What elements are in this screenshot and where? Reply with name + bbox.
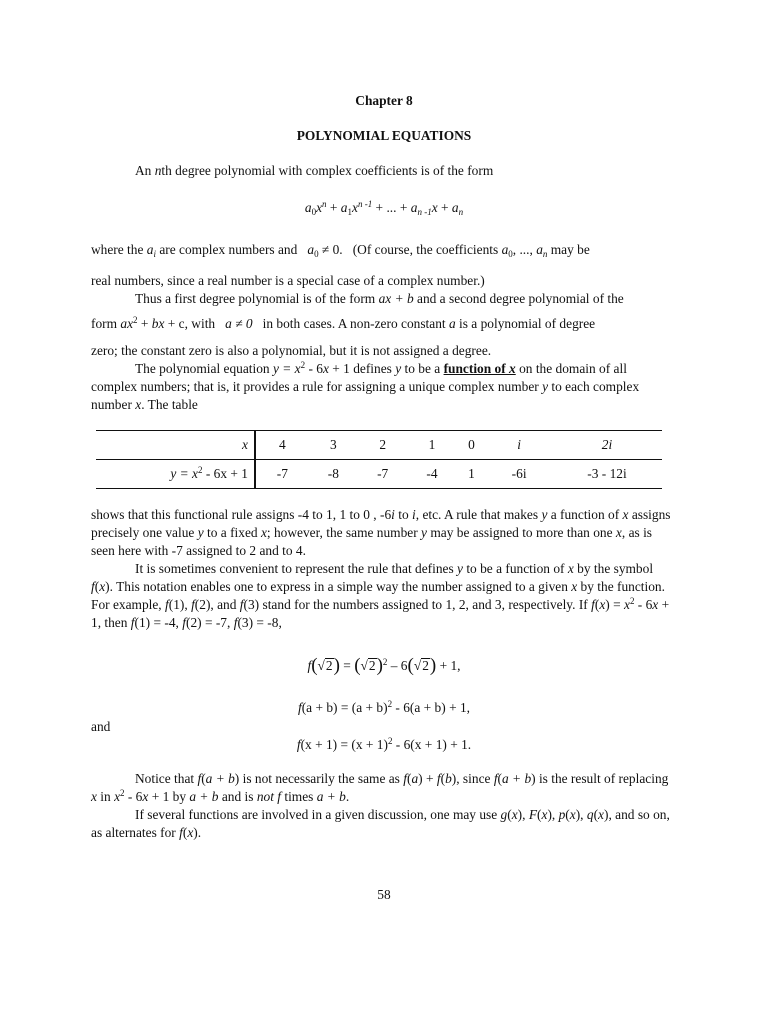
table-cell: 0 bbox=[457, 431, 487, 460]
table-cell: -3 - 12i bbox=[552, 460, 662, 489]
table-cell: 2 bbox=[358, 431, 407, 460]
real-numbers-line: real numbers, since a real number is a special case of a complex number.) bbox=[91, 273, 485, 288]
where-line: where the $a_i$ are complex numbers and $a_0 \ne 0$. (Of course, the coefficients $a_0$, ..., $a_n$ may be bbox=[91, 242, 590, 259]
table-cell: 4 bbox=[255, 431, 309, 460]
notice-paragraph: Notice that f(a + b) is not necessarily the same as f(a) + f(b), since f(a + b) is the result of replacing x in $x^2 - 6x + 1$ by a + b and is not f times a + b. bbox=[91, 771, 669, 804]
table-cell: -7 bbox=[358, 460, 407, 489]
table-cell: -7 bbox=[255, 460, 309, 489]
and-label: and bbox=[91, 719, 111, 734]
form-line: form $ax^2$ + bx + c, with a ≠ 0 in both cases. A non-zero constant a is a polynomial of degree bbox=[91, 315, 596, 331]
shows-paragraph: shows that this functional rule assigns -4 to 1, 1 to 0 , -6i to i, etc. A rule that makes y a function of x assigns precisely one value y to a fixed x; however, the same number y may be assigned to more than one x, as is seen here with -7 assigned to 2 and to 4. bbox=[91, 507, 671, 558]
notation-paragraph: It is sometimes convenient to represent the rule that defines y to be a function of x by the symbol f(x). This notation enables one to express in a simple way the number assigned to a given x by the function. For example, f(1), f(2), and f(3) stand for the numbers assigned to 1, 2, and 3, respectively. If $f(x) = x^2 - 6x + 1$, then f(1) = -4, f(2) = -7, f(3) = -8, bbox=[91, 561, 670, 630]
function-table bbox=[96, 430, 662, 489]
equation-a-plus-b: $f(a + b) = (a + b)^2 - 6(a + b) + 1$, bbox=[297, 699, 471, 715]
alternates-paragraph: If several functions are involved in a given discussion, one may use g(x), F(x), p(x), q(x), and so on, as alternates for f(x). bbox=[91, 807, 670, 840]
equation-sqrt: $f(√2) = (√2)^2 - 6(√2) + 1$, bbox=[307, 655, 461, 676]
table-cell: 1 bbox=[457, 460, 487, 489]
table-cell: 2i bbox=[552, 431, 662, 460]
row-label-x: x bbox=[96, 431, 255, 460]
table-cell: 3 bbox=[309, 431, 358, 460]
equation-paragraph: The polynomial equation $y = x^2 - 6x + 1$ defines y to be a function of x on the domain of all complex numbers; that is, it provides a rule for assigning a unique complex number y to each complex number x. The table bbox=[91, 360, 640, 412]
table-cell: -6i bbox=[486, 460, 552, 489]
polynomial-form: $a_0x^n + a_1x^{n -1}$ + ... + $a_{n -1}x + a_n$ bbox=[304, 199, 464, 217]
row-label-y: $y = x^2 - 6x + 1$ bbox=[96, 460, 255, 489]
zero-line: zero; the constant zero is also a polynomial, but it is not assigned a degree. bbox=[91, 343, 492, 358]
table-row bbox=[96, 460, 662, 489]
table-cell: 1 bbox=[407, 431, 456, 460]
page-number: 58 bbox=[377, 887, 391, 902]
table-cell: i bbox=[486, 431, 552, 460]
table-cell: -4 bbox=[407, 460, 456, 489]
equation-x-plus-1: $f(x + 1) = (x + 1)^2 - 6(x + 1) + 1$. bbox=[296, 736, 472, 752]
intro-line: An nth degree polynomial with complex coefficients is of the form bbox=[135, 163, 494, 178]
table-row bbox=[96, 431, 662, 460]
table-cell: -8 bbox=[309, 460, 358, 489]
chapter-label: Chapter 8 bbox=[355, 93, 413, 108]
chapter-title: POLYNOMIAL EQUATIONS bbox=[296, 128, 472, 143]
first-degree-line: Thus a first degree polynomial is of the form ax + b and a second degree polynomial of the bbox=[135, 291, 624, 306]
